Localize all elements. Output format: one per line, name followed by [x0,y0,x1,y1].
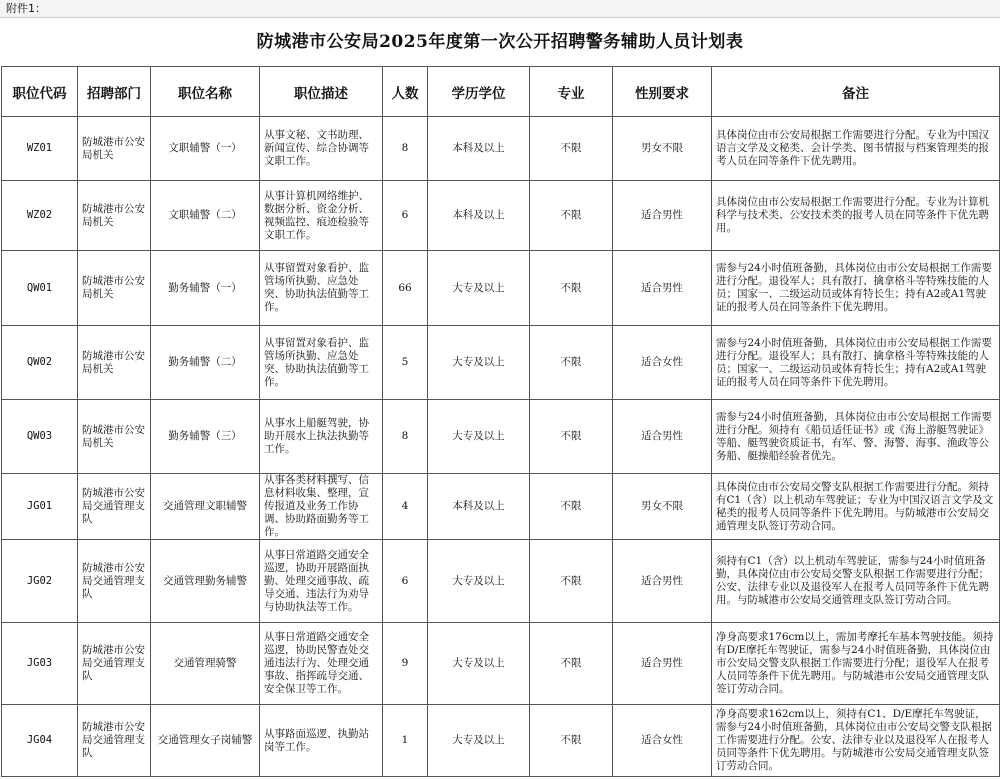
cell-desc: 从事留置对象看护、监管场所执勤、应急处突、协助执法值勤等工作。 [260,251,383,326]
table-row [2,251,1000,326]
cell-count: 6 [383,181,428,251]
column-header-dept: 招聘部门 [78,67,151,117]
cell-dept: 防城港市公安局机关 [78,181,151,251]
cell-desc: 从事文秘、文书助理、新闻宣传、综合协调等文职工作。 [260,117,383,181]
cell-code: JG04 [2,705,78,777]
cell-edu: 大专及以上 [428,251,530,326]
cell-major: 不限 [530,474,613,540]
cell-major: 不限 [530,623,613,705]
cell-count: 4 [383,474,428,540]
cell-gender: 适合女性 [613,705,712,777]
cell-gender: 适合女性 [613,326,712,400]
table-row [2,474,1000,540]
cell-note: 净身高要求176cm以上，需加考摩托车基本驾驶技能。须持有D/E摩托车驾驶证，需参与24小时值班备勤，具体岗位由市公安局交警支队根据工作需要进行分配；退役军人在报考人员同等条件下优先聘用。与防城港市公安局交通管理支队签订劳动合同。 [712,623,1000,705]
cell-edu: 大专及以上 [428,540,530,623]
cell-edu: 大专及以上 [428,400,530,474]
cell-edu: 本科及以上 [428,181,530,251]
cell-note: 具体岗位由市公安局根据工作需要进行分配。专业为计算机科学与技术类、公安技术类的报考人员在同等条件下优先聘用。 [712,181,1000,251]
table-header-row [2,67,1000,117]
cell-gender: 适合男性 [613,181,712,251]
cell-desc: 从事计算机网络维护、数据分析、资金分析、视频监控、痕迹检验等文职工作。 [260,181,383,251]
column-header-edu: 学历学位 [428,67,530,117]
cell-code: WZ01 [2,117,78,181]
cell-position: 勤务辅警（一） [151,251,260,326]
cell-code: JG01 [2,474,78,540]
cell-major: 不限 [530,540,613,623]
cell-gender: 男女不限 [613,117,712,181]
cell-position: 交通管理骑警 [151,623,260,705]
cell-position: 文职辅警（二） [151,181,260,251]
cell-desc: 从事日常道路交通安全巡逻，协助民警查处交通违法行为、处理交通事故、指挥疏导交通、安全保卫等工作。 [260,623,383,705]
cell-note: 具体岗位由市公安局交警支队根据工作需要进行分配。须持有C1（含）以上机动车驾驶证；专业为中国汉语言文学及文秘类的报考人员同等条件下优先聘用。与防城港市公安局交通管理支队签订劳动合同。 [712,474,1000,540]
cell-code: QW03 [2,400,78,474]
cell-code: QW01 [2,251,78,326]
cell-count: 8 [383,117,428,181]
cell-dept: 防城港市公安局交通管理支队 [78,705,151,777]
column-header-major: 专业 [530,67,613,117]
cell-count: 1 [383,705,428,777]
table-row [2,181,1000,251]
cell-desc: 从事路面巡逻、执勤站岗等工作。 [260,705,383,777]
column-header-desc: 职位描述 [260,67,383,117]
cell-major: 不限 [530,400,613,474]
cell-position: 勤务辅警（三） [151,400,260,474]
cell-position: 文职辅警（一） [151,117,260,181]
table-row [2,540,1000,623]
cell-position: 交通管理女子岗辅警 [151,705,260,777]
cell-major: 不限 [530,705,613,777]
recruitment-plan-table [1,66,1000,777]
cell-desc: 从事日常道路交通安全巡逻，协助开展路面执勤、处理交通事故、疏导交通、违法行为劝导与协助执法等工作。 [260,540,383,623]
column-header-position: 职位名称 [151,67,260,117]
document-title: 防城港市公安局2025年度第一次公开招聘警务辅助人员计划表 [256,32,744,52]
attachment-label: 附件1： [0,0,1000,18]
table-row [2,117,1000,181]
cell-edu: 大专及以上 [428,705,530,777]
cell-dept: 防城港市公安局交通管理支队 [78,623,151,705]
table-row [2,326,1000,400]
cell-dept: 防城港市公安局机关 [78,117,151,181]
cell-dept: 防城港市公安局交通管理支队 [78,474,151,540]
column-header-count: 人数 [383,67,428,117]
cell-edu: 大专及以上 [428,623,530,705]
cell-note: 需参与24小时值班备勤，具体岗位由市公安局根据工作需要进行分配。退役军人；具有散打、擒拿格斗等特殊技能的人员；国家一、二级运动员或体育特长生；持有A2或A1驾驶证的报考人员在同等条件下优先聘用。 [712,251,1000,326]
cell-position: 勤务辅警（二） [151,326,260,400]
table-row [2,705,1000,777]
cell-desc: 从事各类材料撰写、信息材料收集、整理，宣传报道及业务工作协调、协助路面勤务等工作。 [260,474,383,540]
cell-gender: 适合男性 [613,623,712,705]
cell-note: 需参与24小时值班备勤，具体岗位由市公安局根据工作需要进行分配。须持有《船员适任证书》或《海上游艇驾驶证》等船、艇驾驶资质证书，有军、警、海警、海事、渔政等公务船、艇操船经验者优先。 [712,400,1000,474]
table-row [2,623,1000,705]
cell-major: 不限 [530,251,613,326]
cell-code: WZ02 [2,181,78,251]
cell-count: 6 [383,540,428,623]
cell-note: 具体岗位由市公安局根据工作需要进行分配。专业为中国汉语言文学及文秘类、会计学类、图书情报与档案管理类的报考人员在同等条件下优先聘用。 [712,117,1000,181]
cell-count: 8 [383,400,428,474]
cell-gender: 适合男性 [613,400,712,474]
cell-note: 需参与24小时值班备勤，具体岗位由市公安局根据工作需要进行分配。退役军人；具有散打、擒拿格斗等特殊技能的人员；国家一、二级运动员或体育特长生；持有A2或A1驾驶证的报考人员在同等条件下优先聘用。 [712,326,1000,400]
cell-dept: 防城港市公安局机关 [78,251,151,326]
cell-code: QW02 [2,326,78,400]
cell-edu: 本科及以上 [428,117,530,181]
cell-dept: 防城港市公安局交通管理支队 [78,540,151,623]
cell-position: 交通管理勤务辅警 [151,540,260,623]
cell-edu: 大专及以上 [428,326,530,400]
table-row [2,400,1000,474]
cell-position: 交通管理文职辅警 [151,474,260,540]
cell-major: 不限 [530,117,613,181]
column-header-note: 备注 [712,67,1000,117]
cell-major: 不限 [530,181,613,251]
cell-gender: 男女不限 [613,474,712,540]
cell-dept: 防城港市公安局机关 [78,400,151,474]
cell-count: 66 [383,251,428,326]
cell-major: 不限 [530,326,613,400]
cell-count: 9 [383,623,428,705]
cell-desc: 从事留置对象看护、监管场所执勤、应急处突、协助执法值勤等工作。 [260,326,383,400]
cell-note: 净身高要求162cm以上，须持有C1、D/E摩托车驾驶证，需参与24小时值班备勤，具体岗位由市公安局交警支队根据工作需要进行分配。公安、法律专业以及退役军人在报考人员同等条件下优先聘用。与防城港市公安局交通管理支队签订劳动合同。 [712,705,1000,777]
cell-dept: 防城港市公安局机关 [78,326,151,400]
cell-note: 须持有C1（含）以上机动车驾驶证，需参与24小时值班备勤，具体岗位由市公安局交警支队根据工作需要进行分配；公安、法律专业以及退役军人在报考人员同等条件下优先聘用。与防城港市公安局交通管理支队签订劳动合同。 [712,540,1000,623]
cell-desc: 从事水上船艇驾驶，协助开展水上执法执勤等工作。 [260,400,383,474]
column-header-gender: 性别要求 [613,67,712,117]
cell-count: 5 [383,326,428,400]
cell-code: JG03 [2,623,78,705]
cell-code: JG02 [2,540,78,623]
column-header-code: 职位代码 [2,67,78,117]
cell-edu: 本科及以上 [428,474,530,540]
cell-gender: 适合男性 [613,251,712,326]
cell-gender: 适合男性 [613,540,712,623]
